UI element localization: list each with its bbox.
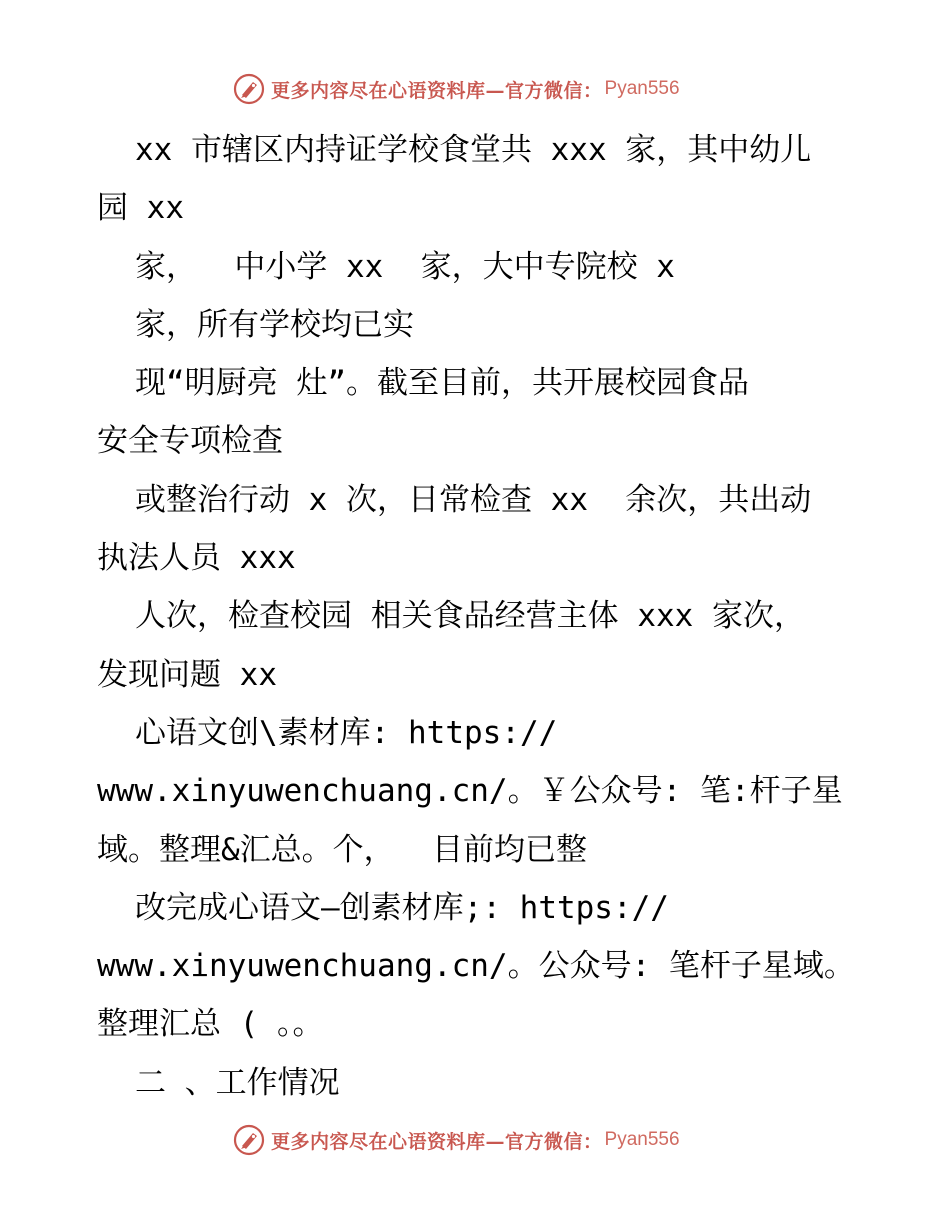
text-line: 家，所有学校均已实 bbox=[135, 306, 414, 343]
watermark-text: 更多内容尽在心语资料库—官方微信： bbox=[271, 79, 603, 102]
pen-nib-logo-icon bbox=[233, 73, 265, 105]
text-line: 域。整理&汇总。个， 目前均已整 bbox=[97, 831, 587, 868]
watermark-handle: Pyan556 bbox=[604, 78, 680, 99]
text-line: 或整治行动 x 次，日常检查 xx 余次，共出动 bbox=[135, 481, 812, 518]
watermark-text: 更多内容尽在心语资料库—官方微信： bbox=[271, 1130, 603, 1153]
text-line: 家， 中小学 xx 家，大中专院校 x bbox=[135, 248, 675, 285]
text-line: 改完成心语文—创素材库;: https:// bbox=[135, 889, 669, 926]
text-line: 安全专项检查 bbox=[97, 423, 283, 460]
text-line: xx 市辖区内持证学校食堂共 xxx 家，其中幼儿 bbox=[135, 132, 812, 168]
text-line: 人次，检查校园 相关食品经营主体 xxx 家次， bbox=[135, 598, 805, 635]
text-line: 心语文创\素材库: https:// bbox=[135, 714, 558, 751]
watermark-header bbox=[233, 72, 680, 106]
text-line: www.xinyuwenchuang.cn/。公众号: 笔杆子星域。 bbox=[97, 948, 855, 985]
text-line: 园 xx bbox=[97, 190, 184, 227]
watermark-footer bbox=[233, 1123, 680, 1157]
text-line: 整理汇总 ( 。。 bbox=[97, 1006, 324, 1043]
document-body bbox=[97, 121, 877, 1112]
text-line: 现“明厨亮 灶”。截至目前，共开展校园食品 bbox=[135, 365, 749, 402]
pen-nib-logo-icon bbox=[233, 1124, 265, 1156]
section-heading: 二 、工作情况 bbox=[135, 1064, 340, 1101]
text-line: 执法人员 xxx bbox=[97, 540, 296, 577]
text-line: 发现问题 xx bbox=[97, 656, 277, 693]
watermark-handle: Pyan556 bbox=[604, 1129, 680, 1150]
text-line: www.xinyuwenchuang.cn/。￥公众号: 笔:杆子星 bbox=[97, 773, 843, 810]
